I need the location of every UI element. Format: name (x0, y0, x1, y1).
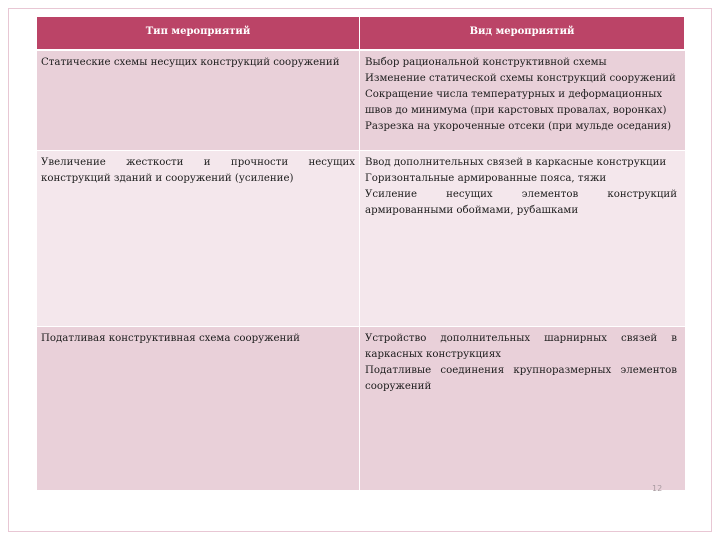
row-1-measure-3: Сокращение числа температурных и деформационных швов до минимума (при карстовых провалах, воронках) (365, 89, 667, 116)
row-3-type-text: Податливая конструктивная схема сооружений (41, 333, 300, 344)
row-2-measure-2: Горизонтальные армированные пояса, тяжи (365, 173, 607, 184)
row-1-measure-4: Разрезка на укороченные отсеки (при мульде оседания) (365, 121, 672, 132)
row-1-measure-1: Выбор рациональной конструктивной схемы (365, 57, 607, 68)
header-type: Тип мероприятий (37, 17, 360, 51)
row-2-measure-1: Ввод дополнительных связей в каркасные конструкции (365, 157, 667, 168)
row-3-measure-1: Устройство дополнительных шарнирных связей в каркасных конструкциях (365, 333, 677, 360)
row-1-type-text: Статические схемы несущих конструкций сооружений (41, 57, 340, 68)
row-1-type (37, 51, 360, 151)
row-1-measure-2: Изменение статической схемы конструкций сооружений (365, 73, 676, 84)
row-2-measure-3: Усиление несущих элементов конструкций армированными обоймами, рубашками (365, 189, 677, 216)
slide-number: 12 (652, 484, 663, 493)
row-3-type (37, 327, 360, 491)
row-2-type-text: Увеличение жесткости и прочности несущих конструкций зданий и сооружений (усиление) (41, 157, 355, 184)
row-3-measure-2: Податливые соединения крупноразмерных элементов сооружений (365, 365, 677, 392)
measures-table (37, 17, 685, 491)
row-1-measures (360, 51, 685, 151)
header-measures: Вид мероприятий (360, 17, 685, 51)
row-2-type (37, 151, 360, 327)
row-2-measures (360, 151, 685, 327)
row-3-measures (360, 327, 685, 491)
